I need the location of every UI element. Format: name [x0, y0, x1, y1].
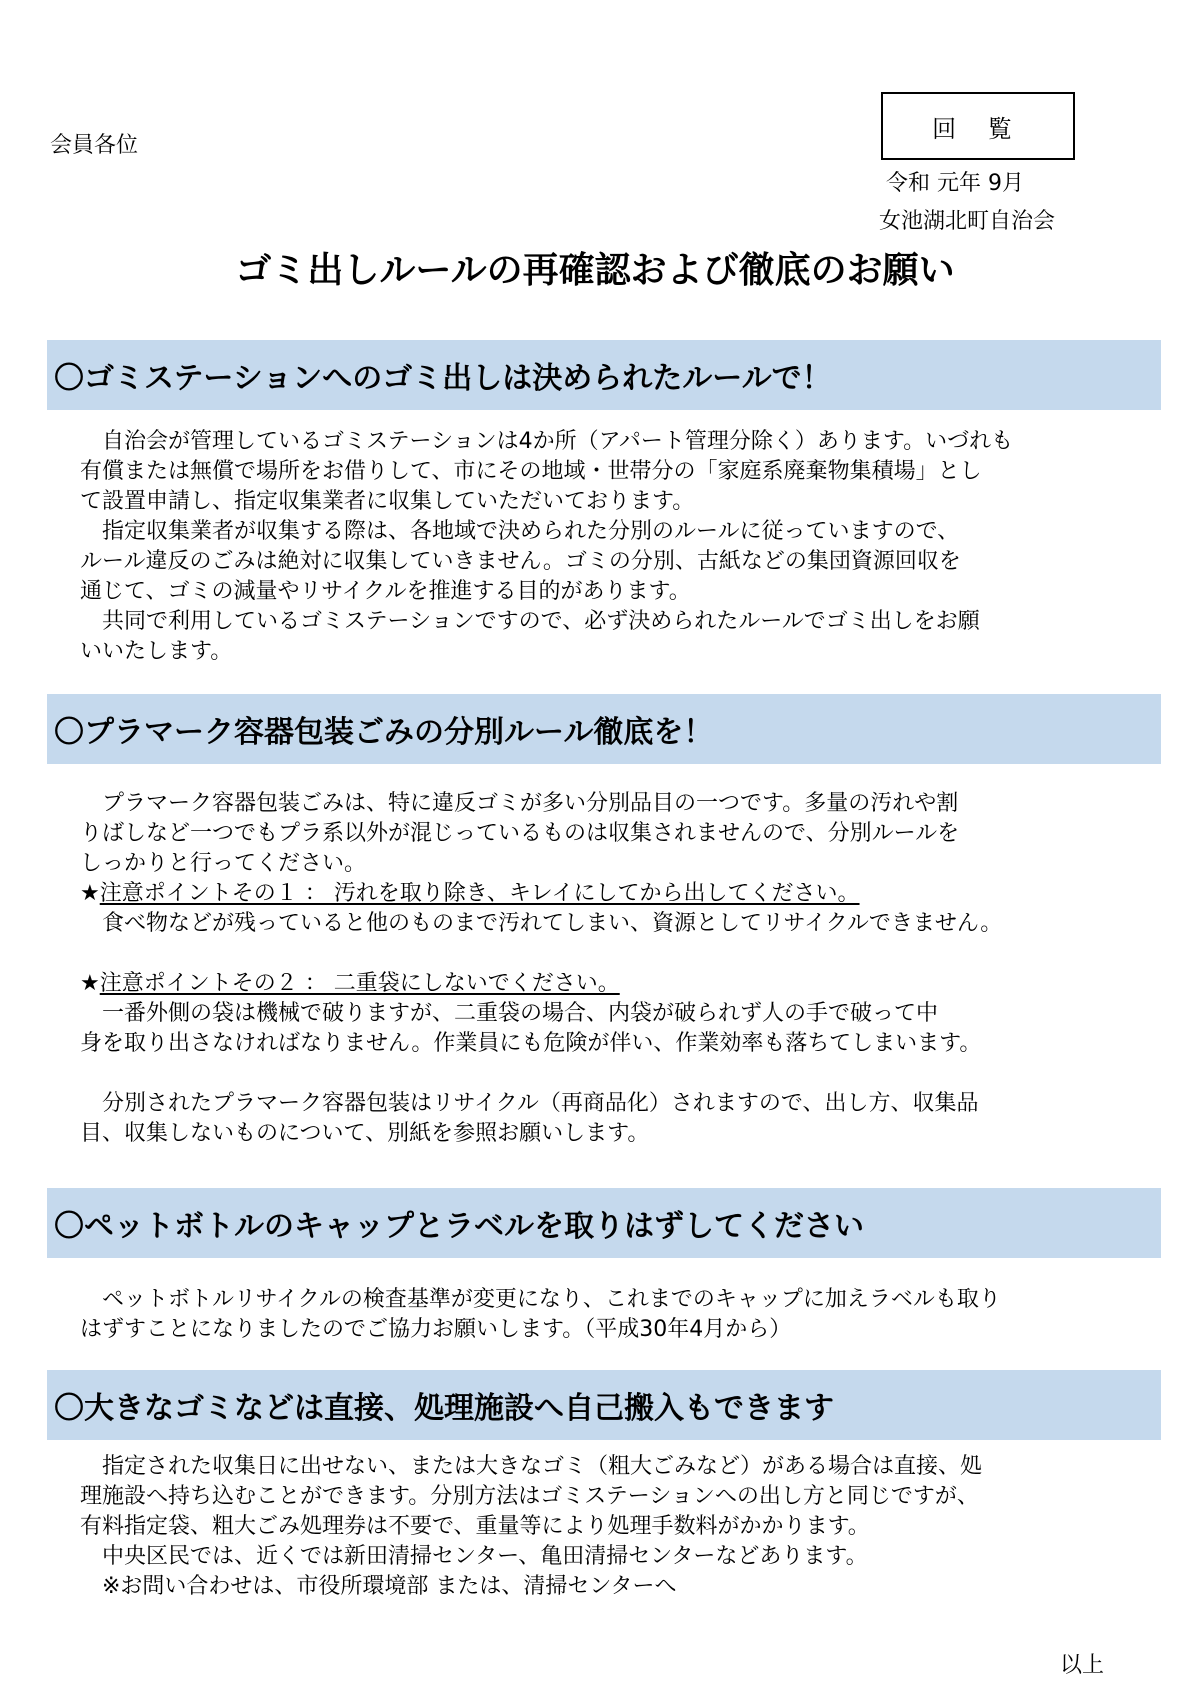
- section-body-pet-bottles: [80, 1285, 1001, 1345]
- section-heading-plastic-packaging: [47, 694, 1161, 764]
- section-heading-pet-bottles: [47, 1188, 1161, 1258]
- body-line: 共同で利用しているゴミステーションですので、必ず決められたルールでゴミ出しをお願: [102, 609, 980, 634]
- addressee: 会員各位: [50, 133, 139, 158]
- issue-date: 令和 元年 9月: [886, 171, 1024, 196]
- section-heading-text: 〇ゴミステーションへのゴミ出しは決められたルールで！: [54, 361, 832, 396]
- section-heading-text: 〇プラマーク容器包装ごみの分別ルール徹底を！: [54, 715, 714, 750]
- section-heading-text: 〇大きなゴミなどは直接、処理施設へ自己搬入もできます: [54, 1391, 834, 1426]
- body-line: 有償または無償で場所をお借りして、市にその地域・世帯分の「家庭系廃棄物集積場」とし: [80, 459, 982, 484]
- caution-text: 注意ポイントその１ ： 汚れを取り除き、キレイにしてから出してください。: [99, 881, 860, 906]
- section-heading-garbage-rules: [47, 340, 1161, 410]
- body-line: 中央区民では、近くでは新田清掃センター、亀田清掃センターなどあります。: [102, 1544, 868, 1569]
- body-line: ※お問い合わせは、市役所環境部 または、清掃センターへ: [102, 1574, 677, 1599]
- body-line: りばしなど一つでもプラ系以外が混じっているものは収集されませんので、分別ルールを: [80, 821, 960, 846]
- section-heading-text: 〇ペットボトルのキャップとラベルを取りはずしてください: [54, 1209, 864, 1244]
- section-body-large-garbage: [80, 1452, 982, 1602]
- body-line: 自治会が管理しているゴミステーションは4か所（アパート管理分除く）あります。いづれも: [102, 429, 1014, 454]
- organization-name: 女池湖北町自治会: [879, 209, 1056, 234]
- body-line: 有料指定袋、粗大ごみ処理券は不要で、重量等により処理手数料がかかります。: [80, 1514, 870, 1539]
- body-line: 指定された収集日に出せない、または大きなゴミ（粗大ごみなど）がある場合は直接、処: [102, 1454, 983, 1479]
- body-line: て設置申請し、指定収集業者に収集していただいております。: [80, 489, 695, 514]
- body-line: 理施設へ持ち込むことができます。分別方法はゴミステーションへの出し方と同じですが、: [80, 1484, 979, 1509]
- section-heading-large-garbage: [47, 1370, 1161, 1440]
- body-line: 指定収集業者が収集する際は、各地域で決められた分別のルールに従っていますので、: [102, 519, 960, 544]
- body-line: 目、収集しないものについて、別紙を参照お願いします。: [80, 1121, 650, 1146]
- document-title: ゴミ出しルールの再確認および徹底のお願い: [235, 250, 955, 291]
- body-line: ルール違反のごみは絶対に収集していきません。ゴミの分別、古紙などの集団資源回収を: [80, 549, 961, 574]
- caution-point-1: [80, 879, 1002, 909]
- body-line: はずすことになりましたのでご協力お願いします。（平成30年4月から）: [80, 1317, 792, 1342]
- body-line: いいたします。: [80, 639, 233, 664]
- body-line: 身を取り出さなければなりません。作業員にも危険が伴い、作業効率も落ちてしまいます。: [80, 1031, 982, 1056]
- body-line: ペットボトルリサイクルの検査基準が変更になり、これまでのキャップに加えラベルも取り: [102, 1287, 1001, 1312]
- star-icon: ★: [80, 971, 100, 996]
- blank-line: [80, 939, 1002, 969]
- body-line: 一番外側の袋は機械で破りますが、二重袋の場合、内袋が破られず人の手で破って中: [102, 1001, 939, 1026]
- body-line: 通じて、ゴミの減量やリサイクルを推進する目的があります。: [80, 579, 691, 604]
- caution-text: 注意ポイントその２ ： 二重袋にしないでください。: [99, 971, 620, 996]
- body-line: 分別されたプラマーク容器包装はリサイクル（再商品化）されますので、出し方、収集品: [102, 1091, 979, 1116]
- caution-point-2: [80, 969, 1002, 999]
- body-line: プラマーク容器包装ごみは、特に違反ゴミが多い分別品目の一つです。多量の汚れや割: [102, 791, 959, 816]
- kairan-label: 回 覧: [932, 114, 1024, 143]
- closing-mark: 以上: [1059, 1653, 1104, 1678]
- star-icon: ★: [80, 881, 100, 906]
- section-body-plastic-packaging: [80, 789, 1002, 1149]
- body-line: 食べ物などが残っていると他のものまで汚れてしまい、資源としてリサイクルできません。: [102, 911, 1003, 936]
- body-line: しっかりと行ってください。: [80, 851, 367, 876]
- blank-line: [80, 1059, 1002, 1089]
- section-body-garbage-rules: [80, 427, 1013, 667]
- kairan-stamp-box: [881, 92, 1075, 160]
